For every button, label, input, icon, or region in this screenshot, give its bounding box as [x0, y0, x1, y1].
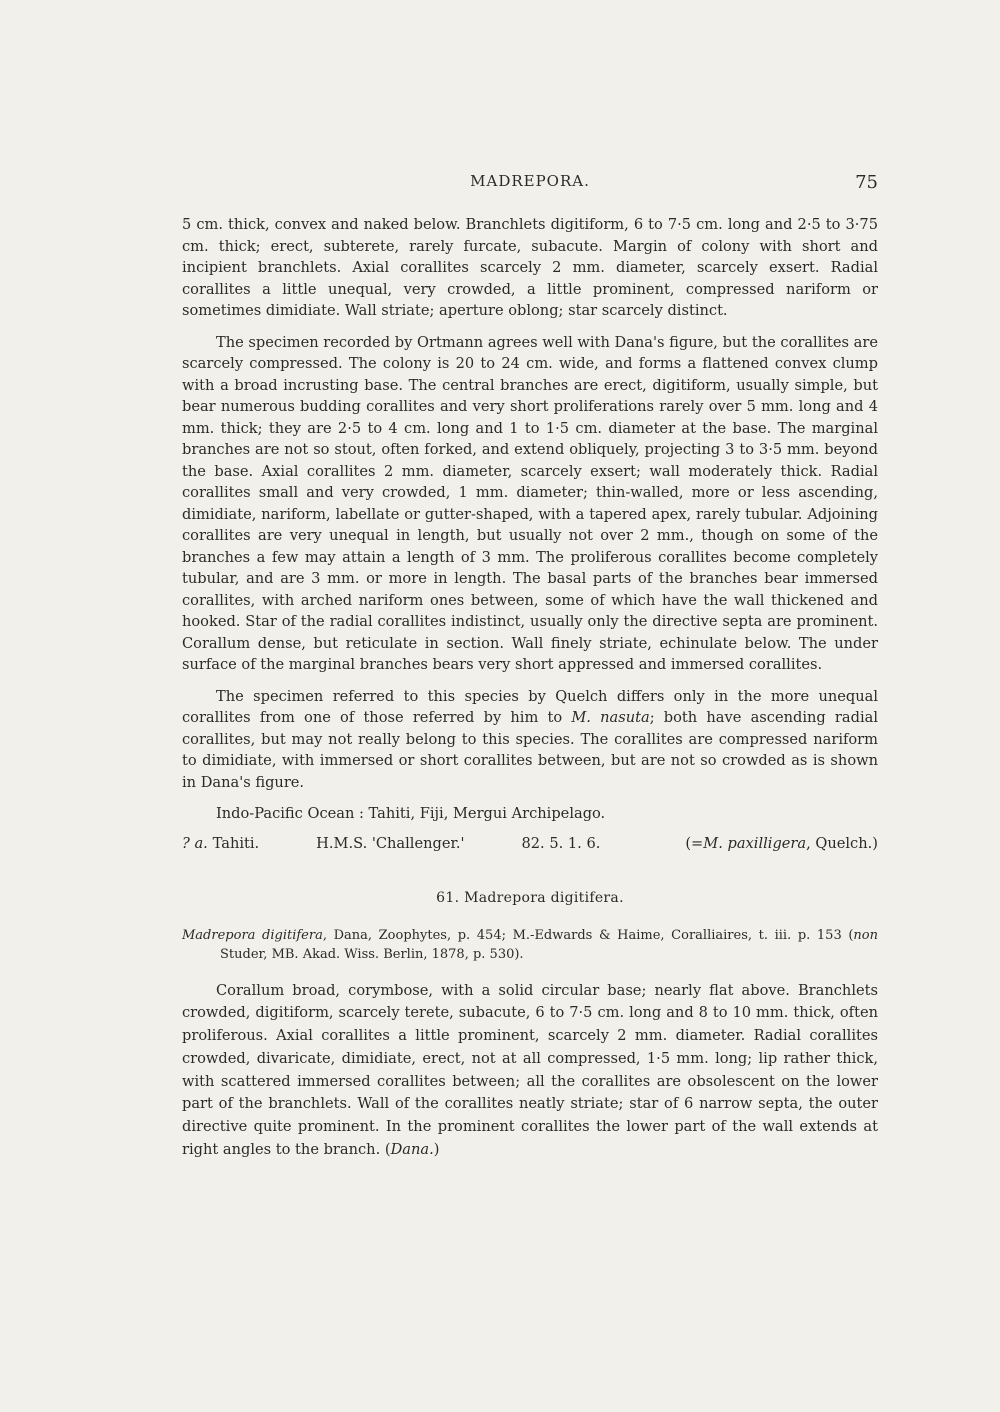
running-head: MADREPORA. [470, 172, 590, 190]
specimen-register: 82. 5. 1. 6. [521, 834, 601, 852]
specimen-note [685, 833, 878, 855]
page-number: 75 [855, 172, 878, 193]
synonym-name: Madrepora digitifera [182, 927, 323, 943]
species-description [182, 980, 878, 1162]
page-body [182, 214, 878, 1172]
quelch-text-before: The specimen referred to this species by Quelch differs only in the more unequal corallites from one of those referred by him to [182, 687, 878, 726]
note-open: (= [685, 834, 704, 852]
specimen-left [182, 833, 259, 855]
quelch-text-after: ; both have ascending radial corallites, but may not really belong to this species. The corallites are compressed nariform to dimidiate, with immersed or short corallites between, but are not so crowded as is shown in Dana's figure. [182, 709, 878, 791]
note-close: , Quelch.) [806, 834, 878, 852]
synonymy-reference [182, 926, 878, 964]
synonym-citation-end: Studer, MB. Akad. Wiss. Berlin, 1878, p. 530). [220, 946, 524, 962]
specimen-mark: ? a. [182, 834, 208, 852]
description-text: Corallum broad, corymbose, with a solid circular base; nearly flat above. Branchlets crowded, digitiform, scarcely terete, subacute, 6 to 7·5 cm. long and 8 to 10 mm. thick, often proliferous. Axial corallites a little prominent, scarcely 2 mm. diameter. Radial corallites crowded, divaricate, dimidiate, erect, not at all compressed, 1·5 mm. long; lip rather thick, with scattered immersed corallites between; all the corallites are obsolescent on the lower part of the branchlets. Wall of the corallites neatly striate; star of 6 narrow septa, the outer directive quite prominent. In the prominent corallites the lower part of the wall extends at right angles to the branch. ( [182, 981, 878, 1159]
species-name-nasuta: M. nasuta [571, 709, 650, 726]
species-heading: 61. Madrepora digitifera. [436, 890, 624, 906]
paragraph-quelch-specimen [182, 686, 878, 794]
synonym-citation: , Dana, Zoophytes, p. 454; M.-Edwards & Haime, Coralliaires, t. iii. p. 153 ( [322, 927, 854, 943]
species-name-paxilligera: M. paxilligera [703, 834, 807, 852]
paragraph-continued-description: 5 cm. thick, convex and naked below. Branchlets digitiform, 6 to 7·5 cm. long and 2·5 to 3·75 cm. thick; erect, subterete, rarely furcate, subacute. Margin of colony with short and incipient branchlets. Axial corallites scarcely 2 mm. diameter, scarcely exsert. Radial corallites a little unequal, very crowded, a little prominent, compressed nariform or sometimes dimidiate. Wall striate; aperture oblong; star scarcely distinct. [182, 216, 878, 319]
page-header [182, 172, 878, 196]
description-close: ) [433, 1141, 440, 1159]
specimen-place: Tahiti. [212, 834, 260, 852]
synonym-non: non [853, 927, 878, 943]
distribution-locality: Indo-Pacific Ocean : Tahiti, Fiji, Mergui Archipelago. [216, 805, 606, 822]
paragraph-ortmann-specimen: The specimen recorded by Ortmann agrees well with Dana's figure, but the corallites are scarcely compressed. The colony is 20 to 24 cm. wide, and forms a flattened convex clump with a broad incrusting base. The central branches are erect, digitiform, usually simple, but bear numerous budding corallites and very short proliferations rarely over 5 mm. long and 4 mm. thick; they are 2·5 to 4 cm. long and 1 to 1·5 cm. diameter at the base. The marginal branches are not so stout, often forked, and extend obliquely, projecting 3 to 3·5 mm. beyond the base. Axial corallites 2 mm. diameter, scarcely exsert; wall moderately thick. Radial corallites small and very crowded, 1 mm. diameter; thin-walled, more or less ascending, dimidiate, nariform, labellate or gutter-shaped, with a tapered apex, rarely tubular. Adjoining corallites are very unequal in length, but usually not over 2 mm., though on some of the branches a few may attain a length of 3 mm. The proliferous corallites become completely tubular, and are 3 mm. or more in length. The basal parts of the branches bear immersed corallites, with arched nariform ones between, some of which have the wall thickened and hooked. Star of the radial corallites indistinct, usually only the directive septa are prominent. Corallum dense, but reticulate in section. Wall finely striate, echinulate below. The under surface of the marginal branches bears very short appressed and immersed corallites. [182, 333, 878, 673]
specimen-source: H.M.S. 'Challenger.' [316, 834, 465, 852]
description-author: Dana. [390, 1141, 434, 1159]
specimen-record [182, 833, 878, 855]
